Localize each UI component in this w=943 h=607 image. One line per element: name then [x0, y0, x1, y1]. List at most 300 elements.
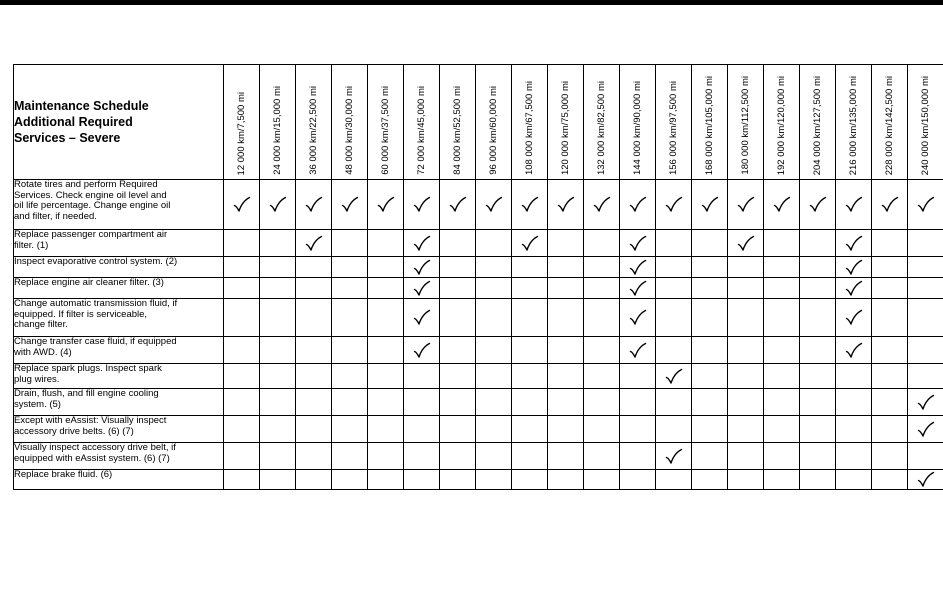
- interval-label: 48 000 km/30,000 mi: [343, 86, 355, 175]
- schedule-cell: [440, 337, 476, 364]
- checkmark-icon: [413, 196, 431, 213]
- schedule-cell: [656, 337, 692, 364]
- schedule-cell: [728, 364, 764, 389]
- schedule-cell: [908, 230, 943, 257]
- service-description: Replace engine air cleaner filter. (3): [14, 278, 224, 299]
- schedule-cell: [584, 230, 620, 257]
- schedule-cell: [368, 470, 404, 490]
- schedule-cell: [764, 230, 800, 257]
- schedule-cell: [368, 180, 404, 230]
- schedule-cell: [260, 443, 296, 470]
- checkmark-icon: [629, 309, 647, 326]
- schedule-cell: [476, 364, 512, 389]
- schedule-cell: [584, 443, 620, 470]
- checkmark-icon: [341, 196, 359, 213]
- schedule-cell: [296, 337, 332, 364]
- service-description: Replace passenger compartment air filter. (1): [14, 230, 224, 257]
- schedule-cell: [296, 299, 332, 337]
- checkmark-icon: [809, 196, 827, 213]
- service-description: Replace brake fluid. (6): [14, 470, 224, 490]
- schedule-cell: [512, 337, 548, 364]
- interval-label: 216 000 km/135,000 mi: [847, 75, 859, 175]
- schedule-cell: [908, 180, 943, 230]
- schedule-cell: [728, 299, 764, 337]
- schedule-cell: [332, 299, 368, 337]
- schedule-cell: [620, 416, 656, 443]
- checkmark-icon: [377, 196, 395, 213]
- checkmark-icon: [917, 471, 935, 488]
- interval-label: 168 000 km/105,000 mi: [703, 75, 715, 175]
- schedule-cell: [476, 389, 512, 416]
- schedule-cell: [404, 278, 440, 299]
- interval-header: [332, 65, 368, 180]
- schedule-cell: [584, 364, 620, 389]
- schedule-cell: [440, 230, 476, 257]
- checkmark-icon: [629, 280, 647, 297]
- schedule-cell: [872, 364, 908, 389]
- schedule-cell: [800, 337, 836, 364]
- interval-header: [476, 65, 512, 180]
- schedule-cell: [800, 257, 836, 278]
- interval-label: 60 000 km/37,500 mi: [379, 86, 391, 175]
- schedule-cell: [692, 470, 728, 490]
- schedule-cell: [800, 230, 836, 257]
- interval-label: 24 000 km/15,000 mi: [271, 86, 283, 175]
- schedule-cell: [260, 364, 296, 389]
- schedule-cell: [764, 337, 800, 364]
- schedule-cell: [584, 278, 620, 299]
- schedule-cell: [296, 364, 332, 389]
- schedule-cell: [836, 180, 872, 230]
- service-description: Replace spark plugs. Inspect spark plug wires.: [14, 364, 224, 389]
- schedule-cell: [512, 180, 548, 230]
- schedule-cell: [296, 180, 332, 230]
- checkmark-icon: [521, 196, 539, 213]
- schedule-cell: [584, 180, 620, 230]
- schedule-cell: [908, 337, 943, 364]
- schedule-cell: [548, 180, 584, 230]
- table-row: [14, 416, 943, 443]
- schedule-cell: [692, 299, 728, 337]
- schedule-cell: [872, 299, 908, 337]
- interval-header: [584, 65, 620, 180]
- schedule-cell: [692, 278, 728, 299]
- schedule-cell: [260, 230, 296, 257]
- schedule-cell: [260, 389, 296, 416]
- interval-header: [260, 65, 296, 180]
- schedule-cell: [440, 299, 476, 337]
- schedule-cell: [332, 230, 368, 257]
- schedule-cell: [224, 364, 260, 389]
- schedule-cell: [476, 337, 512, 364]
- schedule-cell: [728, 257, 764, 278]
- schedule-cell: [512, 443, 548, 470]
- interval-label: 192 000 km/120,000 mi: [775, 75, 787, 175]
- schedule-cell: [368, 337, 404, 364]
- service-description: Inspect evaporative control system. (2): [14, 257, 224, 278]
- schedule-cell: [692, 257, 728, 278]
- interval-label: 96 000 km/60,000 mi: [487, 86, 499, 175]
- schedule-cell: [692, 389, 728, 416]
- checkmark-icon: [629, 342, 647, 359]
- schedule-cell: [332, 389, 368, 416]
- checkmark-icon: [413, 309, 431, 326]
- schedule-cell: [512, 299, 548, 337]
- schedule-cell: [224, 337, 260, 364]
- table-row: [14, 443, 943, 470]
- schedule-cell: [512, 230, 548, 257]
- schedule-cell: [908, 278, 943, 299]
- service-description: Rotate tires and perform Required Services. Check engine oil level and oil life percentage. Change engine oil and filter, if needed.: [14, 180, 224, 230]
- schedule-cell: [548, 257, 584, 278]
- schedule-cell: [332, 364, 368, 389]
- schedule-cell: [404, 337, 440, 364]
- schedule-cell: [296, 470, 332, 490]
- table-row: [14, 180, 943, 230]
- schedule-cell: [224, 470, 260, 490]
- interval-header: [620, 65, 656, 180]
- schedule-cell: [476, 257, 512, 278]
- checkmark-icon: [773, 196, 791, 213]
- schedule-cell: [836, 257, 872, 278]
- service-description: Change transfer case fluid, if equipped with AWD. (4): [14, 337, 224, 364]
- interval-label: 144 000 km/90,000 mi: [631, 80, 643, 175]
- schedule-cell: [800, 364, 836, 389]
- schedule-cell: [440, 257, 476, 278]
- schedule-cell: [908, 416, 943, 443]
- schedule-cell: [584, 416, 620, 443]
- schedule-cell: [620, 299, 656, 337]
- schedule-cell: [296, 230, 332, 257]
- service-description: Drain, flush, and fill engine cooling system. (5): [14, 389, 224, 416]
- interval-header: [512, 65, 548, 180]
- schedule-cell: [800, 389, 836, 416]
- schedule-cell: [224, 278, 260, 299]
- schedule-cell: [332, 416, 368, 443]
- checkmark-icon: [917, 196, 935, 213]
- schedule-cell: [404, 230, 440, 257]
- schedule-cell: [800, 180, 836, 230]
- schedule-cell: [872, 257, 908, 278]
- schedule-cell: [692, 337, 728, 364]
- checkmark-icon: [305, 196, 323, 213]
- schedule-cell: [836, 389, 872, 416]
- schedule-cell: [656, 257, 692, 278]
- schedule-cell: [404, 416, 440, 443]
- checkmark-icon: [917, 394, 935, 411]
- schedule-cell: [332, 278, 368, 299]
- checkmark-icon: [233, 196, 251, 213]
- schedule-cell: [260, 257, 296, 278]
- checkmark-icon: [485, 196, 503, 213]
- schedule-cell: [728, 180, 764, 230]
- schedule-cell: [692, 180, 728, 230]
- schedule-cell: [620, 364, 656, 389]
- checkmark-icon: [413, 342, 431, 359]
- schedule-cell: [476, 416, 512, 443]
- service-description: Change automatic transmission fluid, if equipped. If filter is serviceable, change filter.: [14, 299, 224, 337]
- interval-label: 156 000 km/97,500 mi: [667, 80, 679, 175]
- schedule-cell: [296, 278, 332, 299]
- schedule-cell: [836, 470, 872, 490]
- schedule-cell: [404, 299, 440, 337]
- schedule-cell: [872, 443, 908, 470]
- schedule-cell: [476, 278, 512, 299]
- schedule-cell: [908, 443, 943, 470]
- checkmark-icon: [413, 259, 431, 276]
- schedule-cell: [512, 470, 548, 490]
- schedule-cell: [476, 180, 512, 230]
- schedule-cell: [836, 443, 872, 470]
- table-row: [14, 278, 943, 299]
- schedule-cell: [584, 337, 620, 364]
- schedule-cell: [872, 230, 908, 257]
- schedule-cell: [908, 364, 943, 389]
- schedule-cell: [512, 416, 548, 443]
- schedule-cell: [836, 230, 872, 257]
- checkmark-icon: [449, 196, 467, 213]
- schedule-cell: [476, 443, 512, 470]
- schedule-cell: [368, 299, 404, 337]
- schedule-cell: [620, 278, 656, 299]
- schedule-cell: [512, 257, 548, 278]
- schedule-cell: [368, 230, 404, 257]
- schedule-cell: [836, 416, 872, 443]
- schedule-cell: [260, 337, 296, 364]
- schedule-cell: [620, 389, 656, 416]
- schedule-cell: [368, 389, 404, 416]
- schedule-cell: [908, 299, 943, 337]
- schedule-cell: [836, 299, 872, 337]
- schedule-cell: [908, 389, 943, 416]
- checkmark-icon: [881, 196, 899, 213]
- checkmark-icon: [593, 196, 611, 213]
- schedule-cell: [728, 230, 764, 257]
- schedule-cell: [836, 337, 872, 364]
- schedule-cell: [224, 443, 260, 470]
- interval-label: 132 000 km/82,500 mi: [595, 80, 607, 175]
- checkmark-icon: [629, 259, 647, 276]
- schedule-cell: [260, 278, 296, 299]
- schedule-cell: [476, 230, 512, 257]
- schedule-cell: [476, 470, 512, 490]
- interval-header: [800, 65, 836, 180]
- checkmark-icon: [557, 196, 575, 213]
- schedule-cell: [656, 230, 692, 257]
- schedule-cell: [620, 337, 656, 364]
- schedule-cell: [224, 416, 260, 443]
- schedule-cell: [800, 278, 836, 299]
- maintenance-schedule-table: [13, 64, 943, 490]
- interval-header: [440, 65, 476, 180]
- schedule-cell: [404, 443, 440, 470]
- schedule-cell: [620, 470, 656, 490]
- schedule-cell: [764, 180, 800, 230]
- checkmark-icon: [665, 448, 683, 465]
- table-row: [14, 257, 943, 278]
- interval-label: 204 000 km/127,500 mi: [811, 75, 823, 175]
- checkmark-icon: [917, 421, 935, 438]
- schedule-cell: [368, 416, 404, 443]
- table-title: Maintenance Schedule Additional Required Services – Severe: [14, 65, 224, 180]
- schedule-cell: [548, 470, 584, 490]
- schedule-cell: [296, 257, 332, 278]
- schedule-cell: [656, 470, 692, 490]
- schedule-cell: [872, 416, 908, 443]
- schedule-cell: [440, 470, 476, 490]
- schedule-cell: [692, 230, 728, 257]
- checkmark-icon: [629, 196, 647, 213]
- schedule-cell: [728, 278, 764, 299]
- service-description: Except with eAssist: Visually inspect accessory drive belts. (6) (7): [14, 416, 224, 443]
- schedule-cell: [296, 416, 332, 443]
- schedule-cell: [260, 470, 296, 490]
- schedule-cell: [548, 416, 584, 443]
- schedule-cell: [800, 443, 836, 470]
- schedule-cell: [296, 443, 332, 470]
- schedule-cell: [404, 389, 440, 416]
- interval-header: [908, 65, 943, 180]
- schedule-cell: [404, 257, 440, 278]
- schedule-cell: [512, 278, 548, 299]
- checkmark-icon: [845, 259, 863, 276]
- schedule-cell: [584, 257, 620, 278]
- schedule-cell: [764, 470, 800, 490]
- interval-header: [764, 65, 800, 180]
- checkmark-icon: [845, 280, 863, 297]
- schedule-cell: [656, 180, 692, 230]
- schedule-cell: [728, 389, 764, 416]
- top-rule: [0, 0, 943, 5]
- schedule-cell: [224, 257, 260, 278]
- schedule-cell: [764, 443, 800, 470]
- schedule-cell: [584, 299, 620, 337]
- schedule-cell: [440, 364, 476, 389]
- schedule-cell: [224, 299, 260, 337]
- schedule-cell: [764, 299, 800, 337]
- schedule-cell: [260, 299, 296, 337]
- schedule-cell: [548, 299, 584, 337]
- schedule-cell: [584, 470, 620, 490]
- checkmark-icon: [701, 196, 719, 213]
- checkmark-icon: [521, 235, 539, 252]
- schedule-cell: [764, 278, 800, 299]
- schedule-cell: [332, 470, 368, 490]
- schedule-cell: [764, 364, 800, 389]
- checkmark-icon: [269, 196, 287, 213]
- interval-label: 228 000 km/142,500 mi: [883, 75, 895, 175]
- schedule-cell: [404, 470, 440, 490]
- interval-label: 12 000 km/7,500 mi: [235, 91, 247, 175]
- table-row: [14, 470, 943, 490]
- schedule-cell: [692, 416, 728, 443]
- schedule-cell: [620, 257, 656, 278]
- schedule-cell: [872, 470, 908, 490]
- schedule-cell: [260, 416, 296, 443]
- checkmark-icon: [305, 235, 323, 252]
- table-row: [14, 389, 943, 416]
- schedule-cell: [620, 443, 656, 470]
- checkmark-icon: [845, 196, 863, 213]
- schedule-cell: [548, 337, 584, 364]
- schedule-cell: [656, 443, 692, 470]
- schedule-cell: [656, 299, 692, 337]
- schedule-cell: [440, 278, 476, 299]
- schedule-cell: [872, 180, 908, 230]
- schedule-cell: [440, 180, 476, 230]
- schedule-cell: [368, 278, 404, 299]
- schedule-cell: [260, 180, 296, 230]
- schedule-cell: [332, 337, 368, 364]
- schedule-cell: [692, 443, 728, 470]
- schedule-cell: [908, 257, 943, 278]
- interval-header: [368, 65, 404, 180]
- interval-header: [548, 65, 584, 180]
- interval-label: 84 000 km/52,500 mi: [451, 86, 463, 175]
- schedule-cell: [332, 257, 368, 278]
- interval-header: [728, 65, 764, 180]
- schedule-cell: [800, 299, 836, 337]
- schedule-cell: [728, 337, 764, 364]
- schedule-cell: [368, 364, 404, 389]
- service-description: Visually inspect accessory drive belt, if equipped with eAssist system. (6) (7): [14, 443, 224, 470]
- header-row: [14, 65, 943, 180]
- schedule-cell: [656, 416, 692, 443]
- schedule-cell: [224, 389, 260, 416]
- schedule-cell: [332, 180, 368, 230]
- schedule-cell: [584, 389, 620, 416]
- schedule-cell: [764, 257, 800, 278]
- interval-header: [224, 65, 260, 180]
- schedule-cell: [548, 389, 584, 416]
- table-row: [14, 299, 943, 337]
- schedule-cell: [692, 364, 728, 389]
- checkmark-icon: [629, 235, 647, 252]
- checkmark-icon: [845, 342, 863, 359]
- interval-label: 108 000 km/67,500 mi: [523, 80, 535, 175]
- schedule-cell: [872, 337, 908, 364]
- interval-label: 120 000 km/75,000 mi: [559, 80, 571, 175]
- schedule-cell: [548, 443, 584, 470]
- table-row: [14, 364, 943, 389]
- schedule-cell: [872, 389, 908, 416]
- schedule-cell: [656, 278, 692, 299]
- interval-header: [872, 65, 908, 180]
- interval-header: [404, 65, 440, 180]
- schedule-cell: [872, 278, 908, 299]
- schedule-cell: [404, 364, 440, 389]
- checkmark-icon: [413, 280, 431, 297]
- checkmark-icon: [665, 368, 683, 385]
- checkmark-icon: [845, 309, 863, 326]
- interval-label: 240 000 km/150,000 mi: [919, 75, 931, 175]
- schedule-cell: [512, 364, 548, 389]
- schedule-cell: [800, 470, 836, 490]
- schedule-cell: [764, 389, 800, 416]
- schedule-cell: [656, 364, 692, 389]
- schedule-cell: [404, 180, 440, 230]
- schedule-cell: [296, 389, 332, 416]
- schedule-cell: [836, 364, 872, 389]
- schedule-cell: [728, 416, 764, 443]
- schedule-body: [14, 180, 943, 490]
- schedule-cell: [476, 299, 512, 337]
- interval-header: [836, 65, 872, 180]
- checkmark-icon: [845, 235, 863, 252]
- schedule-cell: [620, 180, 656, 230]
- schedule-cell: [908, 470, 943, 490]
- schedule-cell: [764, 416, 800, 443]
